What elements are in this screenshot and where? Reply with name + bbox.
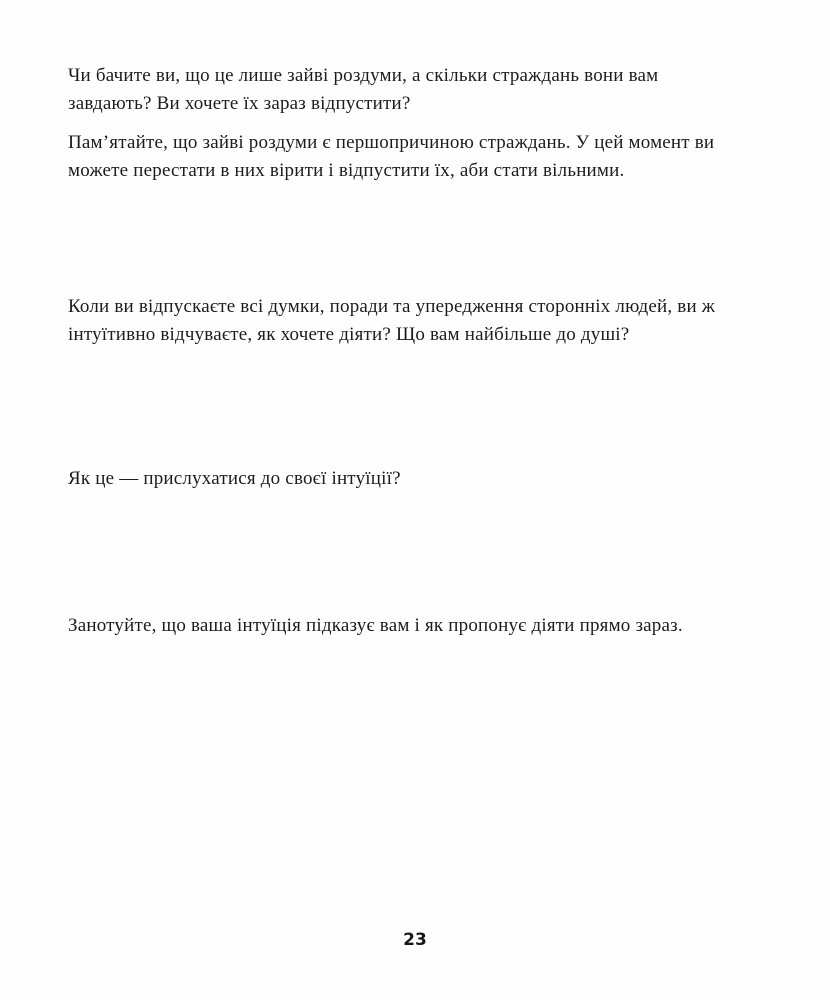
page-number: 23: [403, 930, 427, 950]
question-paragraph-3: Як це — прислухатися до своєї інтуїції?: [68, 468, 401, 489]
prompt-paragraph: Занотуйте, що ваша інтуїція підказує вам і як пропонує діяти прямо зараз.: [68, 615, 683, 636]
question-paragraph-2: Коли ви відпускаєте всі думки, поради та упередження сторонніх людей, ви ж інтуїтивно відчуваєте, як хочете діяти? Що вам найбільше до душі?: [68, 296, 716, 345]
question-paragraph-1: Чи бачите ви, що це лише зайві роздуми, а скільки страждань вони вам завдають? Ви хочете їх зараз відпустити?: [68, 65, 659, 114]
instruction-paragraph: Пам’ятайте, що зайві роздуми є першопричиною страждань. У цей момент ви можете перестати в них вірити і відпустити їх, аби стати вільними.: [68, 132, 715, 181]
